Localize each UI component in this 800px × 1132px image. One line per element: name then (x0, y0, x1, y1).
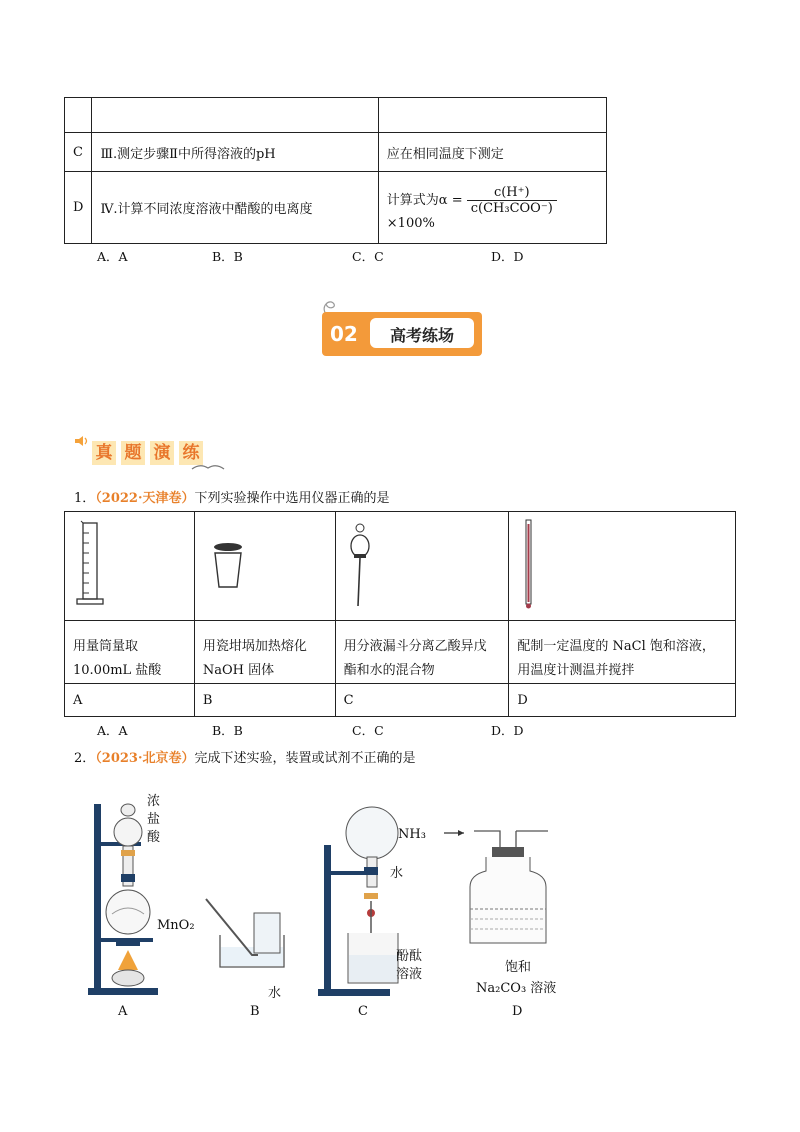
table-row-labels (65, 684, 736, 717)
label-cell: C (335, 684, 509, 717)
desc-cell (509, 621, 736, 684)
question-1-table (64, 511, 736, 717)
label-water-b: 水 (268, 986, 282, 1001)
option-a[interactable]: A．A (97, 723, 128, 738)
desc-line: 用分液漏斗分离乙酸异戊 (343, 639, 487, 654)
separatory-funnel-icon (344, 518, 384, 610)
desc-line: NaOH 固体 (202, 663, 275, 678)
row-step (92, 98, 378, 133)
label-line: 酚酞 (396, 949, 423, 964)
table-row-images (65, 512, 736, 621)
question-stem: 完成下述实验，装置或试剂不正确的是 (194, 751, 416, 766)
row-label: C (65, 133, 92, 172)
apparatus-cell (194, 512, 335, 621)
desc-cell (65, 621, 195, 684)
row-note-formula (378, 172, 606, 244)
label-mno2: MnO₂ (157, 918, 195, 933)
row-note: 应在相同温度下测定 (378, 133, 606, 172)
row-label (65, 98, 92, 133)
table-row (65, 172, 607, 244)
label-cell: D (509, 684, 736, 717)
row-step: Ⅲ.测定步骤Ⅱ中所得溶液的pH (92, 133, 378, 172)
crucible-icon (203, 519, 253, 609)
label-water-c: 水 (390, 866, 404, 881)
label-char: 盐 (147, 812, 161, 827)
caption-b: B (250, 1004, 260, 1019)
option-d[interactable]: D．D (491, 249, 524, 264)
banner-title-box (370, 318, 474, 348)
option-b[interactable]: B．B (212, 723, 243, 738)
subsection-char: 真 (92, 441, 116, 465)
subsection-char: 题 (121, 441, 145, 465)
desc-line: 配制一定温度的 NaCl 饱和溶液， (517, 639, 715, 654)
label-cell: B (194, 684, 335, 717)
row-label: D (65, 172, 92, 244)
table-row (65, 133, 607, 172)
label-nh3: NH₃ (398, 827, 426, 842)
subsection-char: 演 (150, 441, 174, 465)
formula-fraction (467, 185, 557, 216)
label-cell: A (65, 684, 195, 717)
option-a[interactable]: A．A (97, 249, 128, 264)
banner-title: 高考练场 (389, 326, 454, 345)
row-step: Ⅳ.计算不同浓度溶液中醋酸的电离度 (92, 172, 378, 244)
caption-d: D (512, 1004, 523, 1019)
desc-line: 用量筒量取 (73, 639, 139, 654)
question-1-header (74, 487, 390, 506)
label-line: 溶液 (396, 967, 423, 982)
desc-line: 10.00mL 盐酸 (73, 663, 162, 678)
label-indicator (396, 948, 422, 984)
thermometer-icon (517, 516, 547, 612)
subsection-char: 练 (179, 441, 203, 465)
banner-number: 02 (330, 322, 358, 346)
question-2-header (74, 747, 416, 766)
apparatus-cell (335, 512, 509, 621)
apparatus-b-figure (202, 895, 292, 980)
caption-c: C (358, 1004, 368, 1019)
apparatus-cell (65, 512, 195, 621)
caption-a: A (118, 1004, 128, 1019)
formula-numerator: c(H⁺) (467, 185, 557, 201)
option-c[interactable]: C．C (352, 723, 384, 738)
question-source: （2023·北京卷） (95, 751, 195, 766)
formula-suffix: ×100% (386, 215, 435, 231)
apparatus-d-figure (440, 825, 560, 955)
desc-cell (194, 621, 335, 684)
graduated-cylinder-icon (73, 519, 113, 609)
question-1-options (97, 721, 557, 739)
label-char: 浓 (147, 794, 161, 809)
speaker-icon (73, 434, 89, 448)
label-na2co3 (505, 958, 531, 977)
label-char: 酸 (147, 830, 161, 845)
top-options (97, 247, 557, 265)
option-c[interactable]: C．C (352, 249, 384, 264)
section-banner (322, 312, 482, 356)
apparatus-cell (509, 512, 736, 621)
table-row (65, 98, 607, 133)
desc-cell (335, 621, 509, 684)
label-line: Na₂CO₃ 溶液 (476, 981, 557, 996)
label-line: 饱和 (505, 960, 532, 975)
question-number: 1． (74, 491, 96, 506)
table-row-desc (65, 621, 736, 684)
formula-denominator: c(CH₃COO⁻) (470, 200, 553, 216)
question-stem: 下列实验操作中选用仪器正确的是 (194, 491, 390, 506)
option-d[interactable]: D．D (491, 723, 524, 738)
formula-prefix: 计算式为α = (386, 192, 463, 208)
question-number: 2． (74, 751, 96, 766)
top-question-table (64, 97, 607, 244)
desc-line: 酯和水的混合物 (343, 663, 435, 678)
question-source: （2022·天津卷） (95, 491, 195, 506)
row-note (378, 98, 606, 133)
label-acid (147, 793, 160, 847)
desc-line: 用瓷坩埚加热熔化 (202, 639, 307, 654)
book-icon (190, 462, 226, 472)
desc-line: 用温度计测温并搅拌 (517, 663, 635, 678)
option-b[interactable]: B．B (212, 249, 243, 264)
